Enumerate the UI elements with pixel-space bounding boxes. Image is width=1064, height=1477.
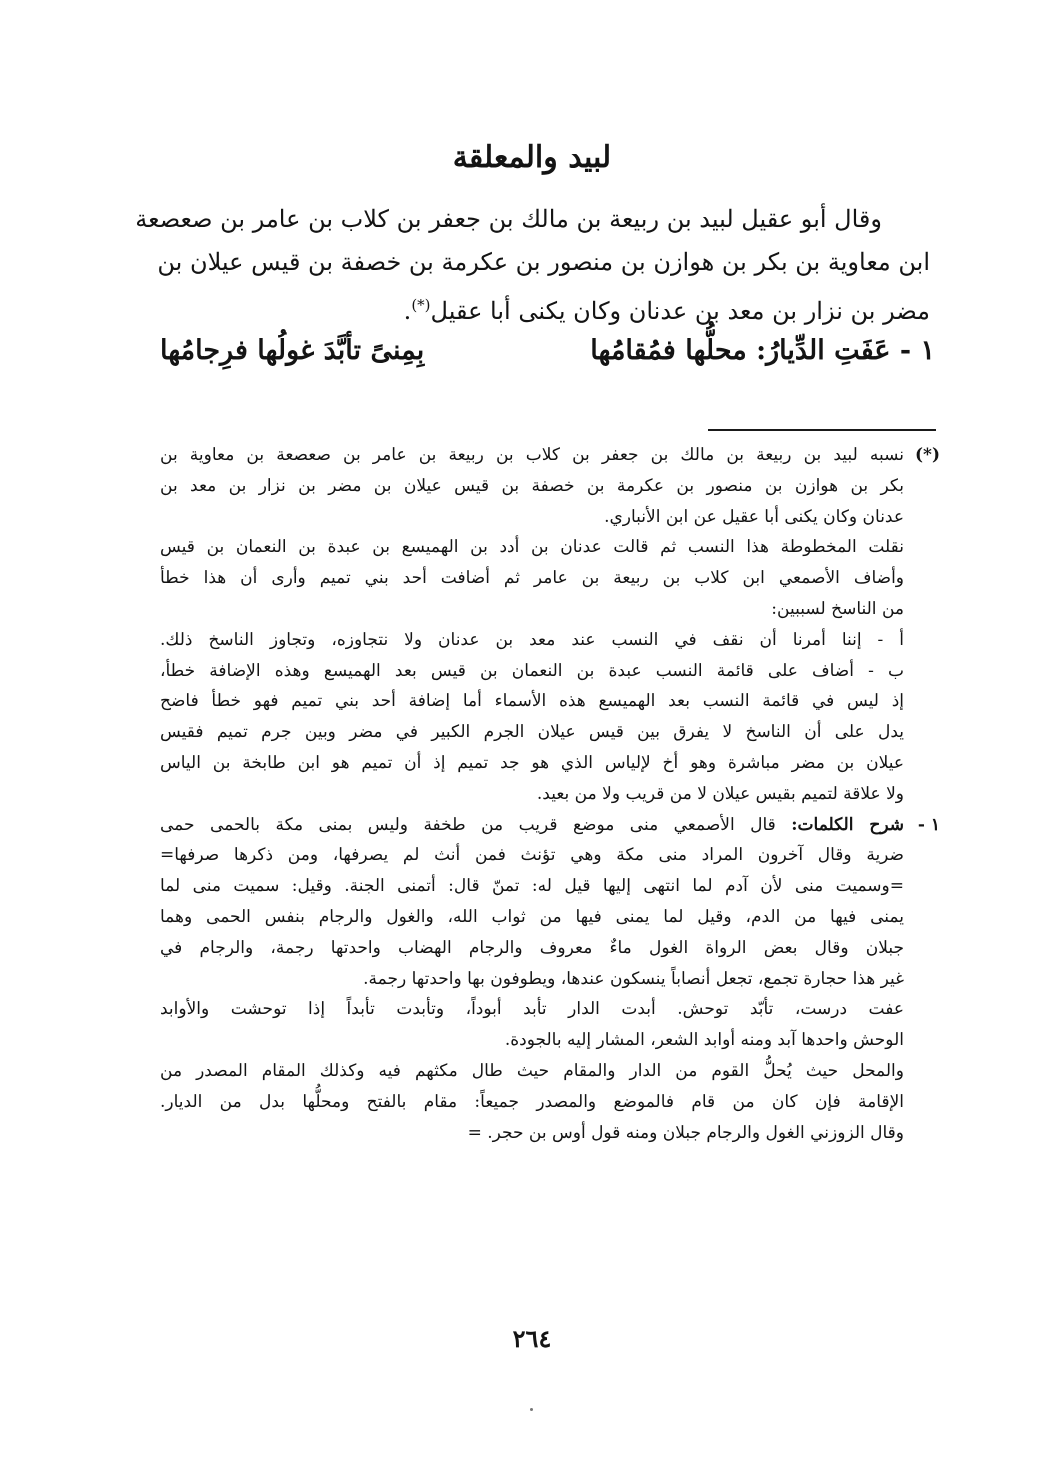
footnote-line: يدل على أن الناسخ لا يفرق بين قيس عيلان الجرم الكبير في مضر وبين جرم تميم فقيس xyxy=(160,722,904,743)
footnote-line: عدنان وكان يكنى أبا عقيل عن ابن الأنباري. xyxy=(604,506,904,527)
footnote-line: بكر بن هوازن بن منصور بن عكرمة بن خصفة بن قيس عيلان بن مضر بن نزار بن معد بن xyxy=(160,475,904,496)
footnote-body xyxy=(160,625,904,656)
footnote-line: ب - أضاف على قائمة النسب عبدة بن النعمان بن قيس بعد الهميسع وهذه الإضافة خطأ، xyxy=(160,660,904,681)
footnote-line: نسبه لبيد بن ربيعة بن مالك بن جعفر بن كلاب بن ربيعة بن عامر بن صعصعة بن معاوية بن xyxy=(160,445,904,465)
footnote-reason-b xyxy=(160,656,940,810)
verse-number: ١ - xyxy=(899,335,935,366)
verse-first-hemistich-text: عَفَتِ الدِّيارُ: محلُّها فمُقامُها xyxy=(590,335,891,366)
footnote-line xyxy=(160,810,904,841)
footnote-line-text: قال الأصمعي منى موضع قريب من طخفة وليس بمنى مكة بالحمى حمى xyxy=(160,814,776,835)
footnote-body xyxy=(160,810,904,995)
verse-first-hemistich xyxy=(590,335,935,366)
intro-line: ابن معاوية بن بكر بن هوازن بن منصور بن عكرمة بن خصفة بن قيس عيلان بن xyxy=(157,248,930,276)
footnote-line: والمحل حيث يُحلُّ القوم من الدار والمقام حيث طال مكثهم فيه وكذلك المقام المصدر من xyxy=(160,1060,904,1081)
intro-line-last xyxy=(160,284,930,333)
footnote-word-glossary xyxy=(160,810,940,995)
footnote-body xyxy=(160,656,904,810)
footnote-genealogy xyxy=(160,440,940,532)
scan-speck xyxy=(530,1408,533,1411)
footnote-line: =وسميت منى لأن آدم لما انتهى إليها قيل له: تمنّ قال: أتمنى الجنة. وقيل: سميت منى لما xyxy=(160,876,904,897)
footnote-marker xyxy=(904,656,940,810)
footnote-line: ضرية وقال آخرون المراد منى مكة وهي تؤنث فمن أنث لم يصرفها، ومن ذكرها صرفها= xyxy=(160,845,904,866)
footnote-marker: (*) xyxy=(915,445,940,465)
footnote-line: جبلان وقال بعض الرواة الغول ماءٌ معروف والرجام الهضاب واحدتها رجمة، والرجام في xyxy=(160,937,904,958)
glossary-heading: شرح الكلمات: xyxy=(791,814,904,835)
footnote-line: غير هذا حجارة تجمع، تجعل أنصاباً ينسكون عندها، ويطوفون بها واحدتها رجمة. xyxy=(363,968,904,989)
verse-second-hemistich: بِمِنىً تأبَّدَ غولُها فرِجامُها xyxy=(160,335,425,366)
poem-verse xyxy=(160,335,935,366)
footnote-vocabulary xyxy=(160,994,940,1056)
footnote-marker xyxy=(904,625,940,656)
footnote-body xyxy=(160,1056,904,1148)
footnote-reason-a xyxy=(160,625,940,656)
footnote-body xyxy=(160,994,904,1056)
footnote-places xyxy=(160,1056,940,1148)
footnote-line: من الناسخ لسببين: xyxy=(771,598,904,619)
intro-line: وقال أبو عقيل لبيد بن ربيعة بن مالك بن جعفر بن كلاب بن عامر بن صعصعة xyxy=(135,205,882,233)
page-title: لبيد والمعلقة xyxy=(452,140,612,175)
footnote-body xyxy=(160,532,904,624)
footnote-line: أ - إننا أمرنا أن نقف في النسب عند معد بن عدنان ولا نتجاوزه، وتجاوز الناسخ ذلك. xyxy=(160,629,904,650)
intro-line-text: مضر بن نزار بن معد بن عدنان وكان يكنى أبا عقيل xyxy=(430,297,930,325)
footnote-line: الإقامة فإن كان من قام فالموضع والمصدر جميعاً: مقام بالفتح ومحلُّها بدل من الديار. xyxy=(160,1091,904,1112)
footnote-line: عيلان بن مضر مباشرة وهو أخ لإلياس الذي هو جد تميم إذ أن تميم هو ابن طابخة بن الياس xyxy=(160,752,904,773)
footnote-line: وأضاف الأصمعي ابن كلاب بن ربيعة بن عامر ثم أضافت أحد بني تميم وأرى أن هذا خطأ xyxy=(160,568,904,589)
footnote-line: إذ ليس في قائمة النسب بعد الهميسع هذه الأسماء أما إضافة أحد بني تميم فهو خطأ فاضح xyxy=(160,691,904,712)
footnote-line: عفت درست، تأبّد توحش. أبدت الدار تأبد أبوداً، وتأبدت تأبداً إذا توحشت والأوابد xyxy=(160,999,904,1020)
footnote-marker: ١ - xyxy=(917,814,940,835)
footnote-line: يمنى فيها من الدم، وقيل لما يمنى فيها من ثواب الله، والغول والرجام بنفس الحمى وهما xyxy=(160,906,904,927)
intro-end-punct: . xyxy=(403,297,412,325)
footnote-marker xyxy=(904,994,940,1056)
footnote-line: نقلت المخطوطة هذا النسب ثم قالت عدنان بن أدد بن الهميسع بن عبدة بن النعمان بن قيس xyxy=(160,537,904,558)
intro-paragraph xyxy=(135,198,930,333)
footnote-marker xyxy=(904,532,940,624)
footnote-line: وقال الزوزني الغول والرجام جبلان ومنه قول أوس بن حجر. = xyxy=(467,1122,904,1143)
page-number: ٢٦٤ xyxy=(512,1324,552,1353)
footnotes xyxy=(160,440,940,1148)
footnote-reference: (*) xyxy=(411,296,431,314)
footnote-body xyxy=(160,440,904,532)
footnote-separator xyxy=(708,429,936,431)
footnote-manuscript xyxy=(160,532,940,624)
footnote-line: ولا علاقة لتميم بقيس عيلان لا من قريب ولا من بعيد. xyxy=(536,783,904,804)
footnote-line: الوحش واحدها آبد ومنه أوابد الشعر، المشار إليه بالجودة. xyxy=(504,1030,904,1051)
footnote-marker xyxy=(904,1056,940,1148)
